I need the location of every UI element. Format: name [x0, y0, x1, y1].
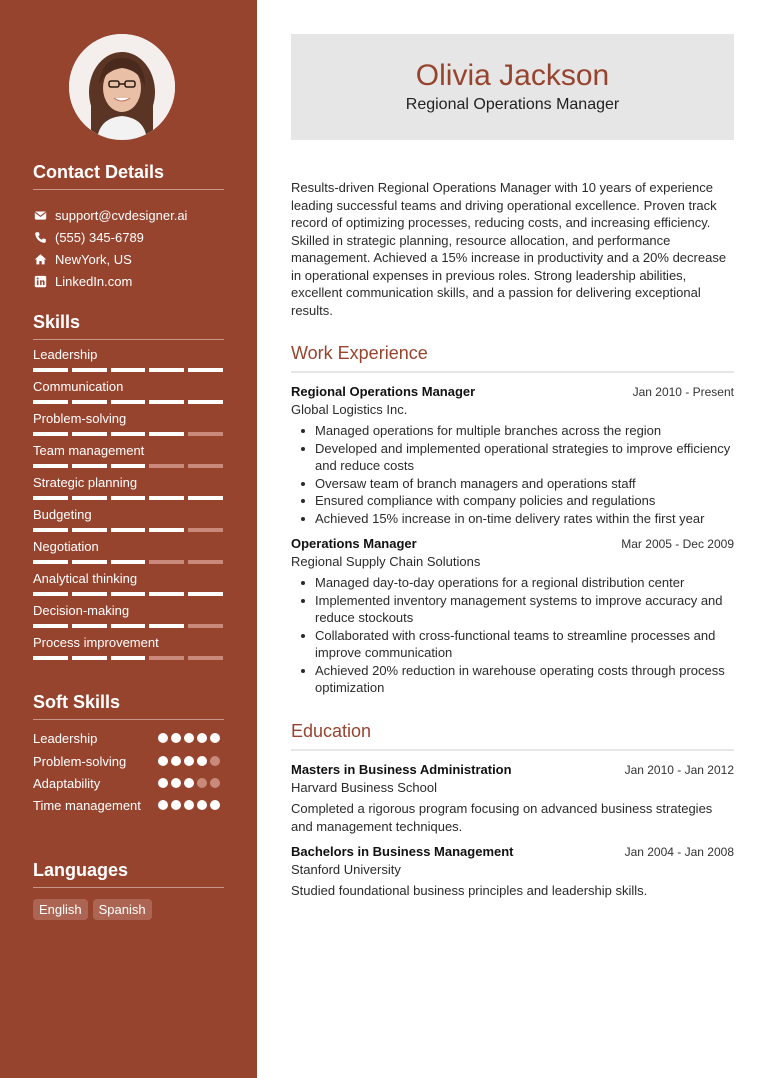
- skill-item: [33, 471, 224, 503]
- skill-level-segment: [149, 432, 184, 436]
- rating-dot: [171, 733, 181, 743]
- job-bullet: Developed and implemented operational strategies to improve efficiency and reduce costs: [291, 440, 734, 475]
- education-list: [291, 762, 734, 900]
- email-text: support@cvdesigner.ai: [55, 207, 188, 223]
- job-date: Mar 2005 - Dec 2009: [621, 537, 734, 551]
- languages-list: [33, 899, 224, 920]
- skill-item: [33, 503, 224, 535]
- phone-icon: [33, 230, 47, 244]
- skills-section: [33, 312, 224, 663]
- skill-level-segment: [188, 528, 223, 532]
- education-section: [291, 721, 734, 900]
- skill-name: Strategic planning: [33, 475, 138, 490]
- job-date: Jan 2010 - Present: [632, 385, 734, 399]
- soft-skill-item: [33, 730, 224, 753]
- soft-skills-title: Soft Skills: [33, 692, 224, 720]
- skill-level-segment: [188, 400, 223, 404]
- school-name: Stanford University: [291, 862, 401, 877]
- soft-skills-list: [33, 730, 224, 837]
- job-bullet: Implemented inventory management systems to improve accuracy and reduce stockouts: [291, 592, 734, 627]
- skill-level-segment: [33, 592, 68, 596]
- rating-dot: [197, 756, 207, 766]
- skill-item: [33, 375, 224, 407]
- skill-level-segment: [149, 592, 184, 596]
- skill-level-segment: [111, 592, 146, 596]
- skill-item: [33, 535, 224, 567]
- rating-dot: [197, 800, 207, 810]
- rating-dot: [171, 756, 181, 766]
- skill-level-segment: [33, 368, 68, 372]
- sidebar: [0, 0, 257, 1078]
- skill-level-segment: [111, 624, 146, 628]
- skill-name: Budgeting: [33, 507, 92, 522]
- skill-level-segment: [149, 464, 184, 468]
- school-name: Harvard Business School: [291, 780, 437, 795]
- rating-dot: [171, 778, 181, 788]
- skill-level-segment: [72, 560, 107, 564]
- language-tag: Spanish: [93, 899, 152, 920]
- job-bullets: [291, 422, 734, 527]
- rating-dot: [210, 778, 220, 788]
- phone-text: (555) 345-6789: [55, 229, 144, 245]
- education-title: Education: [291, 721, 734, 751]
- job-bullets: [291, 574, 734, 697]
- skill-level-bar: [33, 592, 223, 596]
- education-description: Studied foundational business principles and leadership skills.: [291, 883, 648, 898]
- education-entry: [291, 844, 734, 900]
- soft-skill-rating: [158, 800, 220, 810]
- soft-skill-name: Time management: [33, 798, 141, 813]
- skill-level-segment: [72, 624, 107, 628]
- summary: Results-driven Regional Operations Manager with 10 years of experience leading successful teams and driving operational excellence. Proven track record of optimizing processes, reducing costs, and increasing efficiency. Skilled in strategic planning, resource allocation, and performance management. Achieved a 15% increase in productivity and a 20% decrease in operational expenses in previous roles. Strong leadership abilities, excellent communication skills, and a passion for delivering exceptional results.: [291, 180, 727, 318]
- skill-level-segment: [33, 464, 68, 468]
- education-entry: [291, 762, 734, 835]
- contact-section: [33, 162, 224, 292]
- skill-level-segment: [149, 368, 184, 372]
- rating-dot: [197, 733, 207, 743]
- job-company: Regional Supply Chain Solutions: [291, 554, 481, 569]
- work-section: [291, 343, 734, 697]
- jobs-list: [291, 384, 734, 697]
- skill-level-segment: [33, 400, 68, 404]
- skill-name: Team management: [33, 443, 145, 458]
- skill-level-segment: [149, 560, 184, 564]
- skill-item: [33, 407, 224, 439]
- skill-item: [33, 599, 224, 631]
- job-bullet: Ensured compliance with company policies and regulations: [291, 492, 734, 510]
- soft-skill-name: Problem-solving: [33, 754, 127, 769]
- skill-level-segment: [111, 368, 146, 372]
- skill-level-bar: [33, 400, 223, 404]
- skill-level-bar: [33, 496, 223, 500]
- skill-level-bar: [33, 464, 223, 468]
- rating-dot: [158, 756, 168, 766]
- contact-title: Contact Details: [33, 162, 224, 190]
- job-title: Regional Operations Manager: [291, 384, 476, 399]
- skill-level-segment: [111, 656, 146, 660]
- soft-skill-rating: [158, 778, 220, 788]
- home-icon: [33, 252, 47, 266]
- skill-level-segment: [149, 400, 184, 404]
- skill-level-segment: [111, 464, 146, 468]
- skill-level-segment: [188, 592, 223, 596]
- contact-phone[interactable]: [33, 226, 224, 248]
- rating-dot: [184, 800, 194, 810]
- skill-level-segment: [149, 624, 184, 628]
- job-company: Global Logistics Inc.: [291, 402, 408, 417]
- rating-dot: [184, 756, 194, 766]
- job-entry: [291, 536, 734, 697]
- skill-level-segment: [188, 560, 223, 564]
- linkedin-text: LinkedIn.com: [55, 273, 133, 289]
- skill-level-segment: [33, 560, 68, 564]
- skill-level-segment: [149, 528, 184, 532]
- skill-level-segment: [188, 624, 223, 628]
- soft-skill-item: [33, 797, 224, 837]
- rating-dot: [158, 778, 168, 788]
- location-text: NewYork, US: [55, 251, 132, 267]
- soft-skill-name: Leadership: [33, 731, 98, 746]
- job-bullet: Achieved 15% increase in on-time delivery rates within the first year: [291, 510, 734, 528]
- job-bullet: Managed day-to-day operations for a regional distribution center: [291, 574, 734, 592]
- soft-skill-item: [33, 775, 224, 797]
- rating-dot: [210, 756, 220, 766]
- skill-level-segment: [33, 624, 68, 628]
- avatar: [69, 34, 175, 140]
- skill-level-segment: [72, 592, 107, 596]
- skill-level-segment: [188, 368, 223, 372]
- rating-dot: [197, 778, 207, 788]
- education-description: Completed a rigorous program focusing on advanced business strategies and management techniques.: [291, 801, 713, 834]
- degree-title: Masters in Business Administration: [291, 762, 512, 777]
- skill-name: Problem-solving: [33, 411, 127, 426]
- skill-level-bar: [33, 528, 223, 532]
- skill-item: [33, 567, 224, 599]
- soft-skill-rating: [158, 733, 220, 743]
- skill-level-segment: [111, 528, 146, 532]
- skill-level-segment: [33, 656, 68, 660]
- language-tag: English: [33, 899, 88, 920]
- soft-skills-section: [33, 692, 224, 837]
- skill-item: [33, 439, 224, 471]
- skill-level-bar: [33, 656, 223, 660]
- candidate-role: Regional Operations Manager: [405, 96, 620, 113]
- skill-level-segment: [72, 528, 107, 532]
- skill-level-segment: [33, 528, 68, 532]
- soft-skill-item: [33, 753, 224, 775]
- job-bullet: Oversaw team of branch managers and operations staff: [291, 475, 734, 493]
- skill-level-segment: [149, 656, 184, 660]
- contact-linkedin[interactable]: [33, 270, 224, 292]
- education-date: Jan 2004 - Jan 2008: [624, 845, 734, 859]
- education-header: [291, 762, 734, 777]
- skill-name: Leadership: [33, 347, 98, 362]
- contact-email[interactable]: [33, 204, 224, 226]
- job-bullet: Managed operations for multiple branches across the region: [291, 422, 734, 440]
- languages-title: Languages: [33, 860, 224, 888]
- rating-dot: [210, 733, 220, 743]
- rating-dot: [210, 800, 220, 810]
- skill-level-segment: [72, 400, 107, 404]
- languages-section: [33, 860, 224, 920]
- rating-dot: [158, 800, 168, 810]
- rating-dot: [184, 778, 194, 788]
- skill-level-segment: [72, 368, 107, 372]
- skill-level-segment: [72, 496, 107, 500]
- skill-level-segment: [72, 432, 107, 436]
- skill-level-bar: [33, 432, 223, 436]
- job-title: Operations Manager: [291, 536, 417, 551]
- skill-level-segment: [188, 432, 223, 436]
- skill-name: Process improvement: [33, 635, 159, 650]
- job-header: [291, 384, 734, 399]
- contact-location: [33, 248, 224, 270]
- skill-item: [33, 631, 224, 663]
- skill-level-segment: [72, 656, 107, 660]
- skill-name: Negotiation: [33, 539, 99, 554]
- education-date: Jan 2010 - Jan 2012: [624, 763, 734, 777]
- skill-level-bar: [33, 624, 223, 628]
- skill-level-segment: [111, 432, 146, 436]
- degree-title: Bachelors in Business Management: [291, 844, 514, 859]
- job-bullet: Collaborated with cross-functional teams to streamline processes and improve communication: [291, 627, 734, 662]
- soft-skill-name: Adaptability: [33, 776, 101, 791]
- skill-level-segment: [33, 496, 68, 500]
- skill-level-segment: [111, 400, 146, 404]
- work-title: Work Experience: [291, 343, 734, 373]
- skill-level-bar: [33, 368, 223, 372]
- rating-dot: [158, 733, 168, 743]
- skill-level-segment: [111, 496, 146, 500]
- soft-skill-rating: [158, 756, 220, 766]
- job-header: [291, 536, 734, 551]
- skills-list: [33, 343, 224, 663]
- skills-title: Skills: [33, 312, 224, 340]
- skill-level-segment: [188, 464, 223, 468]
- skill-level-segment: [188, 496, 223, 500]
- skill-level-segment: [33, 432, 68, 436]
- skill-level-bar: [33, 560, 223, 564]
- candidate-name: Olivia Jackson: [415, 59, 610, 92]
- skill-level-segment: [188, 656, 223, 660]
- rating-dot: [171, 800, 181, 810]
- job-bullet: Achieved 20% reduction in warehouse operating costs through process optimization: [291, 662, 734, 697]
- skill-level-segment: [149, 496, 184, 500]
- skill-level-segment: [111, 560, 146, 564]
- rating-dot: [184, 733, 194, 743]
- linkedin-icon: [33, 274, 47, 288]
- skill-level-segment: [72, 464, 107, 468]
- skill-item: [33, 343, 224, 375]
- header: [291, 34, 734, 140]
- skill-name: Decision-making: [33, 603, 130, 618]
- skill-name: Communication: [33, 379, 124, 394]
- skill-name: Analytical thinking: [33, 571, 138, 586]
- education-header: [291, 844, 734, 859]
- email-icon: [33, 208, 47, 222]
- profile-photo: [69, 34, 175, 140]
- job-entry: [291, 384, 734, 527]
